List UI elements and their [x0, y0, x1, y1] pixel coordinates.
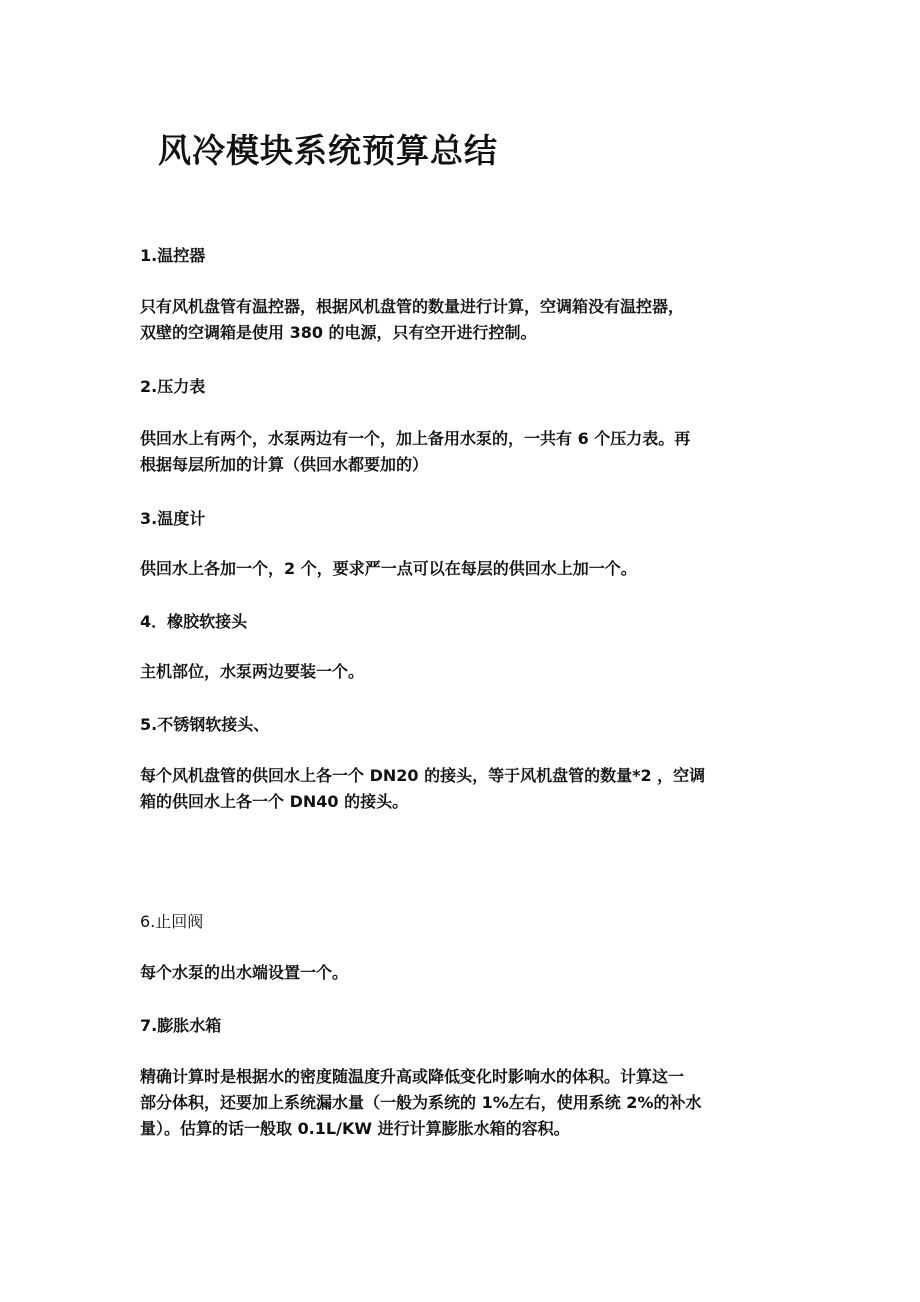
paragraph-line: 供回水上各加一个，2 个，要求严一点可以在每层的供回水上加一个。	[140, 559, 637, 578]
section-heading-thermometer: 3.温度计	[140, 509, 206, 528]
section-heading-expansion-tank: 7.膨胀水箱	[140, 1016, 222, 1035]
section-body-thermometer	[140, 556, 780, 582]
paragraph-line: 供回水上有两个，水泵两边有一个，加上备用水泵的，一共有 6 个压力表。再	[140, 429, 691, 448]
section-heading-pressure-gauge: 2.压力表	[140, 377, 206, 396]
section-heading-rubber-joint: 4．橡胶软接头	[140, 612, 248, 631]
section-body-rubber-joint	[140, 659, 780, 685]
section-body-thermostat	[140, 294, 780, 346]
section-heading-check-valve: 6.止回阀	[140, 912, 204, 931]
section-body-expansion-tank	[140, 1064, 780, 1142]
paragraph-line: 双壁的空调箱是使用 380 的电源，只有空开进行控制。	[140, 323, 537, 342]
paragraph-line: 部分体积，还要加上系统漏水量（一般为系统的 1%左右，使用系统 2%的补水	[140, 1093, 702, 1112]
section-heading-thermostat: 1.温控器	[140, 246, 206, 265]
paragraph-line: 量）。估算的话一般取 0.1L/KW 进行计算膨胀水箱的容积。	[140, 1119, 570, 1138]
paragraph-line: 精确计算时是根据水的密度随温度升高或降低变化时影响水的体积。计算这一	[140, 1067, 685, 1086]
section-body-stainless-joint	[140, 763, 780, 815]
section-body-pressure-gauge	[140, 426, 780, 478]
paragraph-line: 每个风机盘管的供回水上各一个 DN20 的接头，等于风机盘管的数量*2 ，空调	[140, 766, 706, 785]
paragraph-line: 每个水泵的出水端设置一个。	[140, 963, 349, 982]
paragraph-line: 主机部位，水泵两边要装一个。	[140, 662, 365, 681]
paragraph-line: 根据每层所加的计算（供回水都要加的）	[140, 455, 429, 474]
paragraph-line: 箱的供回水上各一个 DN40 的接头。	[140, 792, 409, 811]
section-body-check-valve	[140, 960, 780, 986]
document-title: 风冷模块系统预算总结	[158, 131, 498, 170]
section-heading-stainless-joint: 5.不锈钢软接头、	[140, 715, 270, 734]
paragraph-line: 只有风机盘管有温控器，根据风机盘管的数量进行计算，空调箱没有温控器，	[140, 297, 685, 316]
